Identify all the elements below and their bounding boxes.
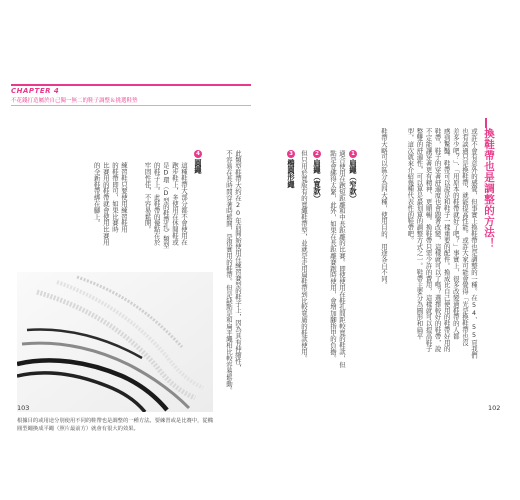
lace-intro-line: 此類型鞋帶大約在20年前開始使用在練習賽型的鞋子上，因為具有伸縮性， [234, 150, 242, 371]
section1-heading [348, 150, 358, 202]
intro-line: 感到驚豔。鞋帶可以說是和鞋子一樣重要的配件。換成比自己使用的鞋帶好用的 [442, 128, 451, 352]
section2-body [298, 150, 308, 362]
section2-title: 扁繩（寬款） [313, 159, 322, 203]
photo-caption: 根據目的或用途分別使用不同的鞋帶也是調整的一種方法。要練習或是比賽中，從橢圓型繩換成平繩（照片最前方）就會有很大的效果。 [17, 418, 213, 432]
section4-heading [193, 150, 203, 173]
page-title: 換鞋帶也是調整的方法！ [483, 128, 495, 249]
section1-line: 點是會綁得太緊，此外，如果在長距離賽跑時使用，會增加腳指甲的負擔。 [328, 150, 337, 362]
intro-line: 也有談過只是換鞋帶，就能提高性能。或許大家可能會覺得「光是換鞋帶也沒 [460, 128, 469, 346]
chapter-subtitle: 不花錢打造屬於自己獨一無二的鞋子調整＆挑選鞋墊 [11, 98, 138, 104]
section3-number-badge: 3 [287, 150, 295, 158]
section1-number-badge: 1 [349, 150, 357, 158]
intro-line: 鞋帶，鞋子的穿著舒適度也會跟著改變，這樣就可以了嗎？選擇較好的鞋帶，說 [433, 128, 442, 352]
section5-line: 比賽用的鞋帶就會使用比賽用 [101, 162, 110, 246]
section4-number-badge: 4 [194, 150, 202, 158]
intro-line: 不定能讓穿著更有精神、更順暢。換鞋帶只需少許的費用，這樣就可以提高鞋子 [424, 128, 433, 352]
section3-heading [286, 150, 296, 188]
section4-line: 的鞋子上。此鞋帶的優點在於 [152, 162, 161, 246]
intro-line: 差多少吧？」、「用原本的鞋帶就好了吧？」事實上，很多改變過鞋帶的人都 [451, 128, 460, 340]
section2-number-badge: 2 [313, 150, 321, 158]
section4-line: 是D環（D型的鞋帶孔）類型 [161, 162, 170, 249]
chapter-accent-bar [11, 84, 251, 86]
intro-line: 型，這次就來介紹幾種代表性的鞋帶吧。 [406, 128, 415, 244]
title-marker [485, 118, 487, 128]
page-number-right: 102 [488, 404, 501, 412]
section5-line: 的鞋帶即可，如果比賽時 [110, 162, 119, 233]
section5-line: 練習鞋只要使用練習鞋用 [120, 162, 128, 233]
page-number-left: 103 [17, 404, 30, 412]
section2-line: 但只用於寬版有的寬繩鞋帶型，並就是走用扁鞋帶到比較寬廣的鞋款使用。 [300, 150, 308, 362]
section5-body [88, 162, 128, 267]
section2-heading [312, 150, 322, 202]
section1-body [326, 150, 346, 368]
lace-types-paragraph [370, 128, 388, 338]
section4-body [136, 162, 188, 267]
section4-line: 這種鞋帶大部分都不會使用在 [180, 162, 188, 246]
shoelaces-photo [17, 272, 213, 412]
lace-intro-line: 不容易在長時間穿著時鬆開，是很實用的鞋帶。但是缺點是和扁平繩相比較容易鬆動。 [224, 150, 233, 394]
section1-line: 適合使用在跑短距離和中長距離的比賽。即使使用在鞋孔間距較寬的鞋款，但 [338, 150, 346, 368]
lace-types-line: 鞋帶大略可以區分為四大種，使用目的、用途各自不同。 [380, 128, 388, 288]
intro-line: 整雙的舒適性，可以算是最划算的調整方式之一。鞋帶主要分為圓形和扁平 [415, 128, 424, 340]
chapter-rule [11, 105, 251, 106]
lace-intro-text [222, 150, 242, 394]
section1-title: 扁繩（窄款） [349, 159, 358, 203]
chapter-label: CHAPTER 4 [11, 87, 60, 95]
section3-title: 橢圓形繩 [287, 159, 296, 188]
section4-line: 跑步鞋上，多使用在休閒鞋或 [170, 162, 179, 246]
section4-title: 圓繩 [194, 159, 203, 174]
shoelaces-illustration [17, 272, 213, 412]
section5-line: 的全新鞋帶綁在腳上。 [92, 162, 101, 226]
section4-line: 牢固性佳，不容易鬆開。 [143, 162, 152, 233]
intro-paragraph [392, 128, 478, 359]
intro-line: 或許不會有意外的感覺，但事實上換鞋帶也是調整的一種。在54、55頁我們 [470, 128, 478, 359]
